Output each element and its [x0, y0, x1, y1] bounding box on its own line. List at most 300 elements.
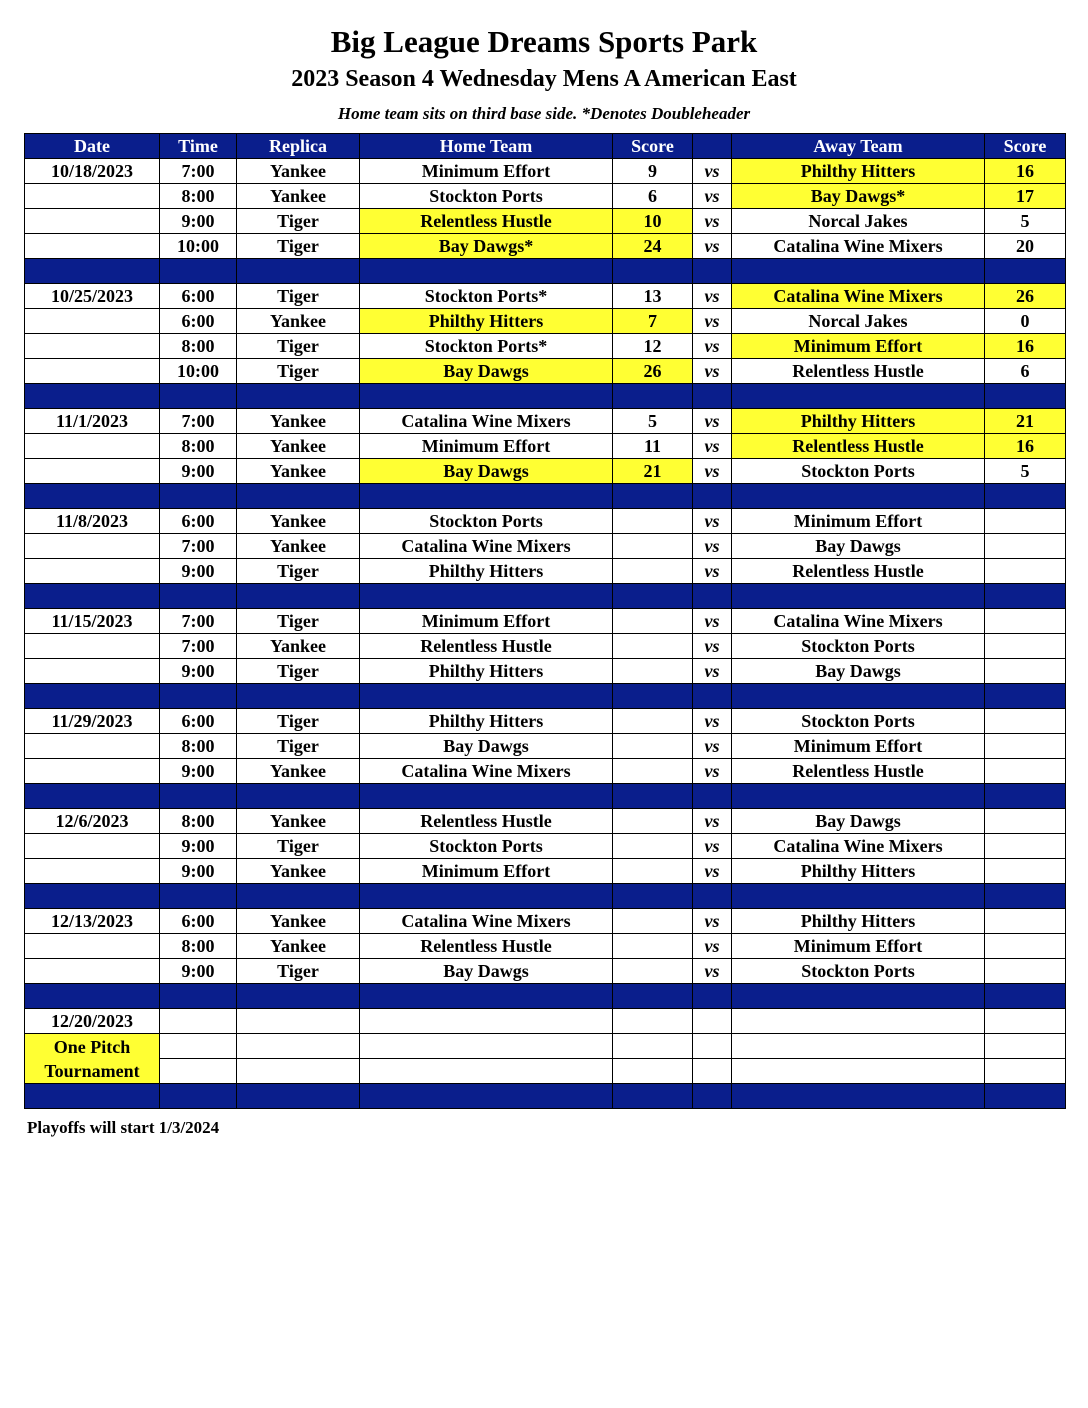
game-date	[25, 834, 160, 859]
away-team: Minimum Effort	[732, 509, 985, 534]
divider-cell	[237, 484, 360, 509]
vs-label: vs	[693, 434, 732, 459]
game-date: 10/18/2023	[25, 159, 160, 184]
divider-cell	[613, 484, 693, 509]
home-score: 21	[613, 459, 693, 484]
game-date	[25, 209, 160, 234]
away-team: Norcal Jakes	[732, 309, 985, 334]
vs-label: vs	[693, 634, 732, 659]
away-score	[985, 809, 1066, 834]
home-score	[613, 609, 693, 634]
game-date	[25, 759, 160, 784]
divider-cell	[693, 259, 732, 284]
away-team: Bay Dawgs	[732, 809, 985, 834]
game-replica: Tiger	[237, 834, 360, 859]
game-time: 9:00	[160, 459, 237, 484]
vs-label: vs	[693, 334, 732, 359]
divider-cell	[985, 784, 1066, 809]
game-replica: Tiger	[237, 559, 360, 584]
divider-cell	[985, 259, 1066, 284]
game-time: 9:00	[160, 659, 237, 684]
empty-cell	[732, 1034, 985, 1059]
home-score: 13	[613, 284, 693, 309]
vs-label: vs	[693, 834, 732, 859]
vs-label: vs	[693, 509, 732, 534]
home-team: Philthy Hitters	[360, 709, 613, 734]
divider-cell	[613, 984, 693, 1009]
vs-label: vs	[693, 159, 732, 184]
home-score	[613, 659, 693, 684]
divider-cell	[732, 684, 985, 709]
game-time: 7:00	[160, 609, 237, 634]
home-team: Catalina Wine Mixers	[360, 534, 613, 559]
away-score	[985, 634, 1066, 659]
game-time: 8:00	[160, 184, 237, 209]
away-score: 16	[985, 434, 1066, 459]
tournament-label	[25, 1034, 160, 1084]
divider-cell	[25, 1084, 160, 1109]
divider-cell	[985, 384, 1066, 409]
divider-cell	[360, 784, 613, 809]
empty-cell	[613, 1009, 693, 1034]
tournament-row	[25, 1034, 1066, 1059]
game-time: 8:00	[160, 334, 237, 359]
home-team: Stockton Ports	[360, 834, 613, 859]
divider-cell	[25, 584, 160, 609]
away-team: Philthy Hitters	[732, 909, 985, 934]
tournament-row	[25, 1059, 1066, 1084]
home-team: Stockton Ports	[360, 184, 613, 209]
game-time: 10:00	[160, 359, 237, 384]
home-score	[613, 959, 693, 984]
home-team: Minimum Effort	[360, 859, 613, 884]
game-date	[25, 634, 160, 659]
game-date	[25, 234, 160, 259]
vs-label: vs	[693, 809, 732, 834]
game-date	[25, 334, 160, 359]
divider-cell	[613, 384, 693, 409]
game-row	[25, 809, 1066, 834]
home-team: Philthy Hitters	[360, 559, 613, 584]
home-team: Philthy Hitters	[360, 659, 613, 684]
empty-cell	[160, 1009, 237, 1034]
game-row	[25, 459, 1066, 484]
away-score: 26	[985, 284, 1066, 309]
divider-cell	[160, 684, 237, 709]
game-time: 6:00	[160, 309, 237, 334]
divider-cell	[613, 784, 693, 809]
away-team: Stockton Ports	[732, 959, 985, 984]
divider-cell	[160, 259, 237, 284]
empty-cell	[237, 1034, 360, 1059]
game-row	[25, 534, 1066, 559]
game-time: 9:00	[160, 859, 237, 884]
home-score	[613, 934, 693, 959]
game-replica: Tiger	[237, 959, 360, 984]
game-date	[25, 309, 160, 334]
home-score	[613, 534, 693, 559]
divider-cell	[732, 484, 985, 509]
divider-cell	[360, 584, 613, 609]
divider-cell	[732, 984, 985, 1009]
home-score: 5	[613, 409, 693, 434]
game-date: 12/6/2023	[25, 809, 160, 834]
divider-cell	[360, 684, 613, 709]
game-row	[25, 734, 1066, 759]
away-team: Stockton Ports	[732, 634, 985, 659]
game-replica: Yankee	[237, 634, 360, 659]
game-date	[25, 559, 160, 584]
divider-cell	[25, 684, 160, 709]
game-date: 11/8/2023	[25, 509, 160, 534]
away-team: Catalina Wine Mixers	[732, 834, 985, 859]
game-time: 7:00	[160, 634, 237, 659]
home-team: Catalina Wine Mixers	[360, 759, 613, 784]
away-team: Bay Dawgs	[732, 659, 985, 684]
away-team: Minimum Effort	[732, 734, 985, 759]
divider-cell	[693, 784, 732, 809]
home-score: 11	[613, 434, 693, 459]
game-date	[25, 659, 160, 684]
vs-label: vs	[693, 284, 732, 309]
home-score	[613, 734, 693, 759]
divider-cell	[160, 584, 237, 609]
col-header-time: Time	[160, 134, 237, 159]
divider-cell	[160, 784, 237, 809]
week-divider	[25, 784, 1066, 809]
divider-cell	[693, 984, 732, 1009]
home-score	[613, 634, 693, 659]
home-score: 9	[613, 159, 693, 184]
vs-label: vs	[693, 659, 732, 684]
game-replica: Yankee	[237, 934, 360, 959]
divider-cell	[693, 484, 732, 509]
page-title: Big League Dreams Sports Park	[330, 24, 758, 59]
game-row	[25, 284, 1066, 309]
home-score	[613, 709, 693, 734]
divider-cell	[237, 259, 360, 284]
divider-cell	[25, 984, 160, 1009]
home-score: 12	[613, 334, 693, 359]
home-score: 6	[613, 184, 693, 209]
game-replica: Yankee	[237, 909, 360, 934]
empty-cell	[693, 1034, 732, 1059]
empty-cell	[237, 1059, 360, 1084]
empty-cell	[693, 1009, 732, 1034]
game-time: 9:00	[160, 834, 237, 859]
home-score: 24	[613, 234, 693, 259]
empty-cell	[985, 1059, 1066, 1084]
home-team: Minimum Effort	[360, 434, 613, 459]
empty-cell	[360, 1059, 613, 1084]
divider-cell	[160, 384, 237, 409]
away-score: 5	[985, 459, 1066, 484]
playoffs-note: Playoffs will start 1/3/2024	[27, 1118, 220, 1137]
away-team: Bay Dawgs*	[732, 184, 985, 209]
divider-cell	[732, 384, 985, 409]
divider-cell	[613, 584, 693, 609]
empty-cell	[732, 1009, 985, 1034]
divider-cell	[732, 884, 985, 909]
away-score: 6	[985, 359, 1066, 384]
away-score	[985, 759, 1066, 784]
empty-cell	[160, 1034, 237, 1059]
divider-cell	[237, 384, 360, 409]
vs-label: vs	[693, 734, 732, 759]
week-divider	[25, 884, 1066, 909]
week-divider	[25, 684, 1066, 709]
col-header-replica: Replica	[237, 134, 360, 159]
col-header-home-score: Score	[613, 134, 693, 159]
divider-cell	[237, 884, 360, 909]
divider-cell	[237, 584, 360, 609]
divider-cell	[25, 884, 160, 909]
home-team: Catalina Wine Mixers	[360, 909, 613, 934]
game-row	[25, 209, 1066, 234]
week-divider	[25, 384, 1066, 409]
divider-cell	[160, 484, 237, 509]
divider-cell	[360, 259, 613, 284]
divider-cell	[732, 259, 985, 284]
divider-cell	[360, 884, 613, 909]
divider-cell	[237, 1084, 360, 1109]
divider-cell	[160, 984, 237, 1009]
vs-label: vs	[693, 234, 732, 259]
away-team: Minimum Effort	[732, 934, 985, 959]
home-score: 26	[613, 359, 693, 384]
home-score	[613, 509, 693, 534]
divider-cell	[693, 1084, 732, 1109]
home-team: Philthy Hitters	[360, 309, 613, 334]
col-header-away-score: Score	[985, 134, 1066, 159]
game-replica: Tiger	[237, 609, 360, 634]
empty-cell	[985, 1034, 1066, 1059]
home-team: Minimum Effort	[360, 159, 613, 184]
empty-cell	[360, 1009, 613, 1034]
game-row	[25, 659, 1066, 684]
game-date: 11/29/2023	[25, 709, 160, 734]
away-team: Relentless Hustle	[732, 759, 985, 784]
vs-label: vs	[693, 309, 732, 334]
game-row	[25, 434, 1066, 459]
divider-cell	[732, 1084, 985, 1109]
game-date	[25, 934, 160, 959]
home-team: Minimum Effort	[360, 609, 613, 634]
divider-cell	[613, 259, 693, 284]
divider-cell	[693, 884, 732, 909]
game-row	[25, 909, 1066, 934]
away-score: 20	[985, 234, 1066, 259]
empty-cell	[693, 1059, 732, 1084]
header-row	[25, 134, 1066, 159]
empty-cell	[613, 1034, 693, 1059]
game-time: 8:00	[160, 934, 237, 959]
home-team: Relentless Hustle	[360, 809, 613, 834]
game-time: 6:00	[160, 284, 237, 309]
divider-cell	[693, 384, 732, 409]
week-divider	[25, 984, 1066, 1009]
game-replica: Yankee	[237, 434, 360, 459]
game-date: 10/25/2023	[25, 284, 160, 309]
empty-cell	[732, 1059, 985, 1084]
home-team: Relentless Hustle	[360, 209, 613, 234]
game-time: 6:00	[160, 509, 237, 534]
divider-cell	[237, 784, 360, 809]
col-header-date: Date	[25, 134, 160, 159]
game-replica: Tiger	[237, 234, 360, 259]
vs-label: vs	[693, 184, 732, 209]
away-score: 5	[985, 209, 1066, 234]
game-row	[25, 709, 1066, 734]
away-score	[985, 959, 1066, 984]
divider-cell	[160, 1084, 237, 1109]
game-row	[25, 559, 1066, 584]
away-score: 17	[985, 184, 1066, 209]
vs-label: vs	[693, 609, 732, 634]
vs-label: vs	[693, 534, 732, 559]
game-date	[25, 734, 160, 759]
game-date	[25, 534, 160, 559]
home-team: Stockton Ports	[360, 509, 613, 534]
vs-label: vs	[693, 959, 732, 984]
home-score: 10	[613, 209, 693, 234]
divider-cell	[237, 684, 360, 709]
game-date	[25, 859, 160, 884]
game-row	[25, 934, 1066, 959]
game-row	[25, 509, 1066, 534]
game-date: 12/13/2023	[25, 909, 160, 934]
away-score	[985, 509, 1066, 534]
schedule-body	[25, 159, 1066, 1109]
game-replica: Yankee	[237, 409, 360, 434]
col-header-away-team: Away Team	[732, 134, 985, 159]
divider-cell	[732, 584, 985, 609]
game-replica: Yankee	[237, 309, 360, 334]
away-team: Philthy Hitters	[732, 409, 985, 434]
home-score	[613, 759, 693, 784]
tournament-date: 12/20/2023	[25, 1009, 160, 1034]
divider-cell	[25, 384, 160, 409]
home-team: Bay Dawgs	[360, 359, 613, 384]
away-score	[985, 659, 1066, 684]
divider-cell	[360, 484, 613, 509]
game-replica: Tiger	[237, 334, 360, 359]
game-time: 8:00	[160, 734, 237, 759]
home-score	[613, 909, 693, 934]
divider-cell	[613, 884, 693, 909]
vs-label: vs	[693, 859, 732, 884]
away-score	[985, 559, 1066, 584]
divider-cell	[732, 784, 985, 809]
game-row	[25, 234, 1066, 259]
away-team: Relentless Hustle	[732, 434, 985, 459]
game-replica: Yankee	[237, 759, 360, 784]
home-team: Bay Dawgs	[360, 734, 613, 759]
game-replica: Tiger	[237, 209, 360, 234]
game-replica: Tiger	[237, 709, 360, 734]
home-team: Relentless Hustle	[360, 934, 613, 959]
divider-cell	[360, 1084, 613, 1109]
divider-cell	[613, 684, 693, 709]
tournament-row	[25, 1009, 1066, 1034]
divider-cell	[985, 1084, 1066, 1109]
game-date	[25, 359, 160, 384]
away-team: Bay Dawgs	[732, 534, 985, 559]
away-team: Philthy Hitters	[732, 859, 985, 884]
game-date: 11/1/2023	[25, 409, 160, 434]
col-header-vs	[693, 134, 732, 159]
game-time: 9:00	[160, 959, 237, 984]
empty-cell	[237, 1009, 360, 1034]
col-header-home-team: Home Team	[360, 134, 613, 159]
game-time: 7:00	[160, 409, 237, 434]
divider-cell	[693, 584, 732, 609]
schedule-note: Home team sits on third base side. *Denotes Doubleheader	[337, 104, 751, 123]
home-score	[613, 834, 693, 859]
away-team: Catalina Wine Mixers	[732, 609, 985, 634]
vs-label: vs	[693, 934, 732, 959]
week-divider	[25, 259, 1066, 284]
game-time: 8:00	[160, 434, 237, 459]
divider-cell	[360, 984, 613, 1009]
vs-label: vs	[693, 759, 732, 784]
game-replica: Yankee	[237, 534, 360, 559]
game-time: 8:00	[160, 809, 237, 834]
divider-cell	[985, 584, 1066, 609]
game-date	[25, 459, 160, 484]
game-date	[25, 434, 160, 459]
divider-cell	[985, 884, 1066, 909]
game-replica: Yankee	[237, 459, 360, 484]
home-team: Stockton Ports*	[360, 334, 613, 359]
game-row	[25, 309, 1066, 334]
vs-label: vs	[693, 559, 732, 584]
game-row	[25, 409, 1066, 434]
divider-cell	[25, 784, 160, 809]
game-row	[25, 959, 1066, 984]
vs-label: vs	[693, 359, 732, 384]
home-score	[613, 809, 693, 834]
divider-cell	[360, 384, 613, 409]
tournament-label-text: One Pitch Tournament	[44, 1036, 140, 1081]
game-replica: Yankee	[237, 509, 360, 534]
game-row	[25, 159, 1066, 184]
empty-cell	[985, 1009, 1066, 1034]
away-score	[985, 709, 1066, 734]
divider-cell	[693, 684, 732, 709]
page-subtitle: 2023 Season 4 Wednesday Mens A American East	[291, 66, 797, 92]
away-team: Norcal Jakes	[732, 209, 985, 234]
game-date	[25, 959, 160, 984]
game-time: 7:00	[160, 159, 237, 184]
game-replica: Tiger	[237, 734, 360, 759]
week-divider	[25, 1084, 1066, 1109]
divider-cell	[25, 484, 160, 509]
divider-cell	[237, 984, 360, 1009]
game-replica: Yankee	[237, 809, 360, 834]
away-score	[985, 834, 1066, 859]
home-team: Bay Dawgs	[360, 459, 613, 484]
game-replica: Tiger	[237, 284, 360, 309]
home-score	[613, 559, 693, 584]
game-row	[25, 609, 1066, 634]
game-date: 11/15/2023	[25, 609, 160, 634]
game-replica: Yankee	[237, 184, 360, 209]
away-score	[985, 609, 1066, 634]
empty-cell	[360, 1034, 613, 1059]
away-team: Catalina Wine Mixers	[732, 284, 985, 309]
away-score	[985, 934, 1066, 959]
